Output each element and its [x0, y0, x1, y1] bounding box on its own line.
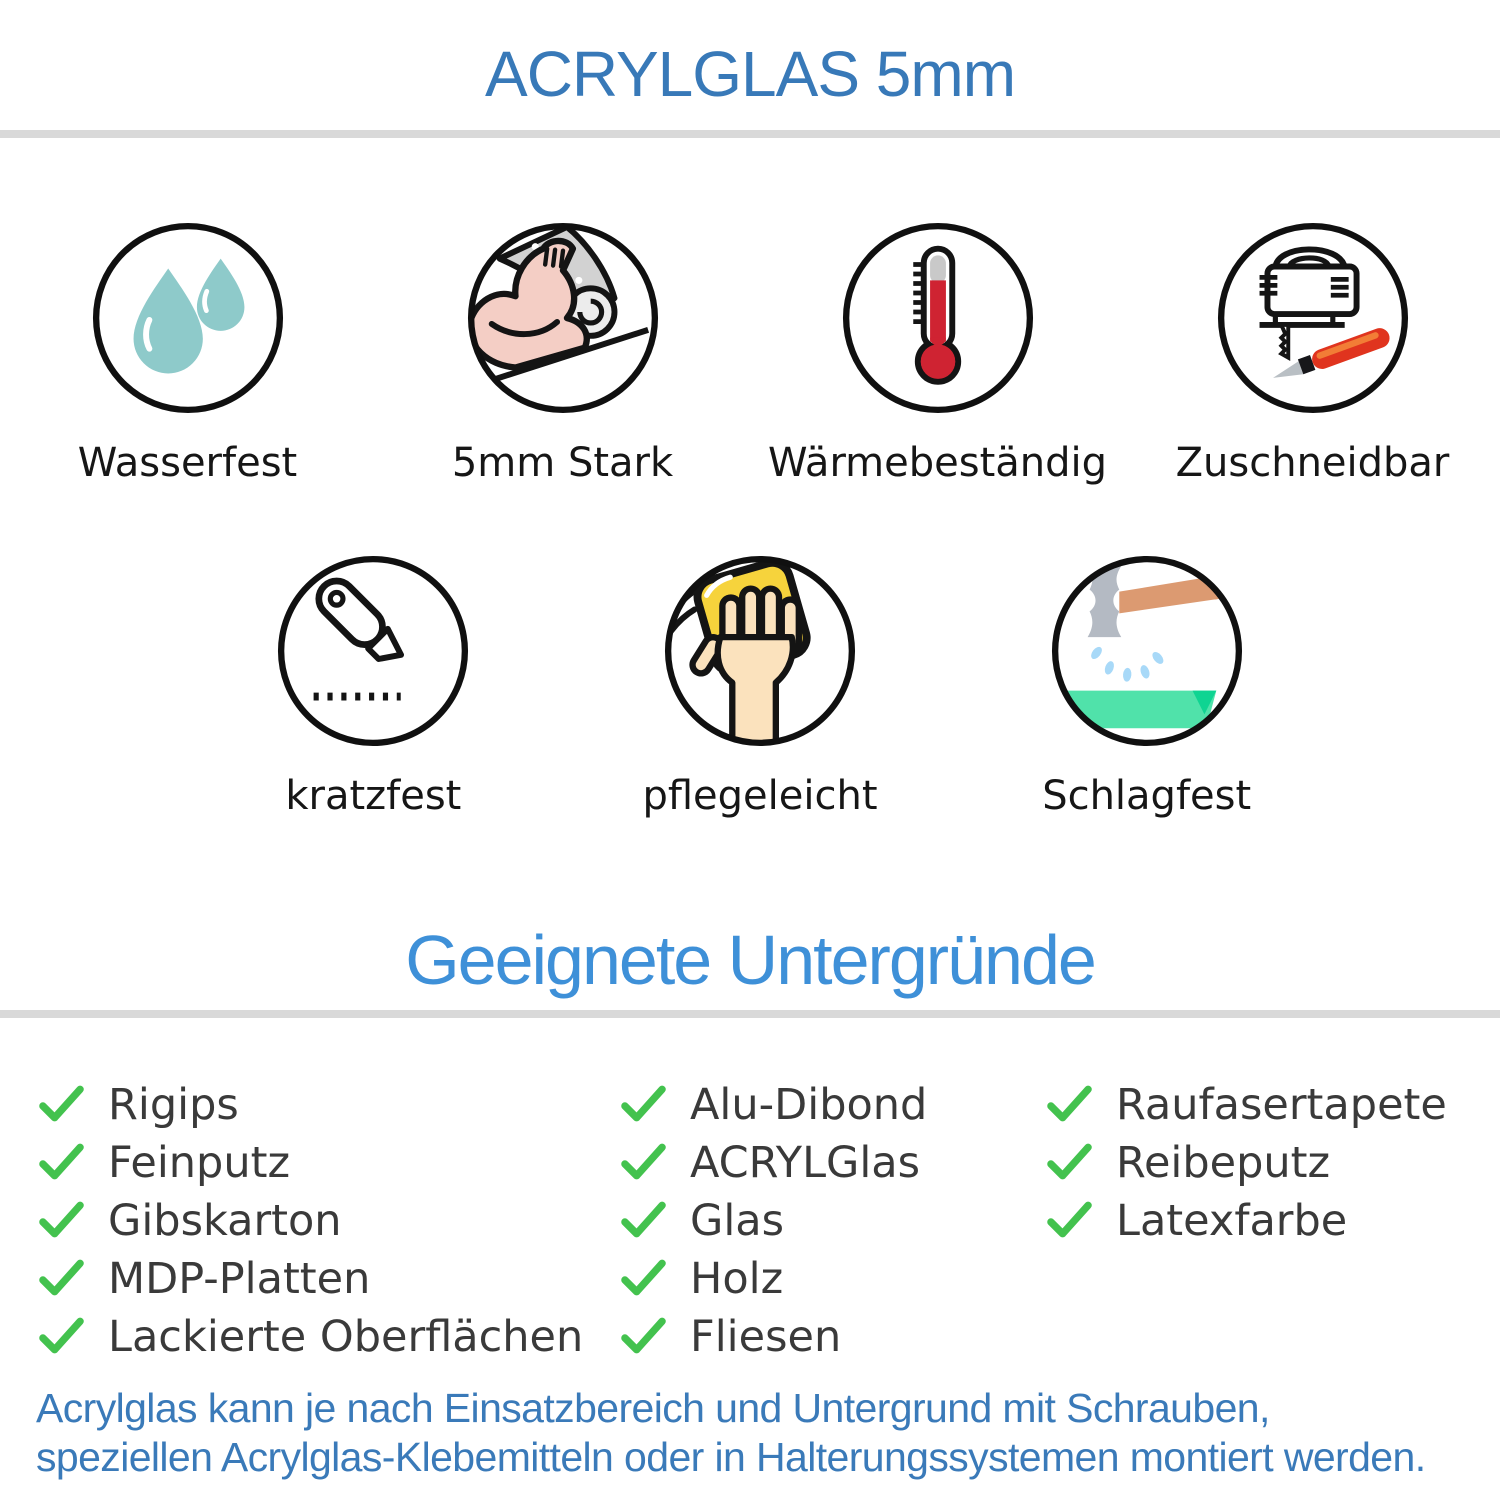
check-icon — [1046, 1085, 1093, 1125]
list-item — [620, 1076, 927, 1134]
feature-pflegeleicht — [567, 552, 954, 818]
water-drops-icon — [89, 219, 287, 417]
mounting-note — [36, 1384, 1425, 1482]
muscle-arm-roll-icon — [464, 219, 662, 417]
list-item-label: Gibskarton — [108, 1196, 342, 1246]
list-item-label: Feinputz — [108, 1138, 291, 1188]
list-item — [38, 1192, 583, 1250]
divider-top — [0, 130, 1500, 138]
check-icon — [38, 1201, 85, 1241]
list-item — [620, 1308, 927, 1366]
list-item-label: Latexfarbe — [1116, 1196, 1348, 1246]
features-row-2 — [180, 552, 1340, 818]
list-item — [620, 1134, 927, 1192]
substrates-column-2 — [620, 1076, 927, 1366]
substrates-column-1 — [38, 1076, 583, 1366]
divider-middle — [0, 1010, 1500, 1018]
list-item-label: Alu-Dibond — [690, 1080, 928, 1130]
feature-5mm-stark — [375, 219, 750, 485]
list-item-label: Raufasertapete — [1116, 1080, 1447, 1130]
check-icon — [1046, 1143, 1093, 1183]
list-item-label: Rigips — [108, 1080, 239, 1130]
check-icon — [38, 1085, 85, 1125]
mounting-note-line2: speziellen Acrylglas-Klebemitteln oder in Halterungssystemen montiert werden. — [36, 1434, 1426, 1480]
hand-cloth-icon — [661, 552, 859, 750]
feature-schlagfest — [953, 552, 1340, 818]
feature-label: kratzfest — [285, 773, 462, 819]
check-icon — [620, 1259, 667, 1299]
feature-label: 5mm Stark — [451, 440, 674, 486]
feature-label: Zuschneidbar — [1175, 440, 1450, 486]
check-icon — [38, 1317, 85, 1357]
feature-label: Wasserfest — [77, 440, 298, 486]
list-item-label: Fliesen — [690, 1312, 842, 1362]
check-icon — [620, 1317, 667, 1357]
substrates-column-3 — [1046, 1076, 1447, 1250]
list-item — [1046, 1076, 1447, 1134]
check-icon — [620, 1143, 667, 1183]
page-title: ACRYLGLAS 5mm — [485, 38, 1015, 110]
list-item — [38, 1134, 583, 1192]
list-item-label: Holz — [690, 1254, 784, 1304]
feature-kratzfest — [180, 552, 567, 818]
feature-label: pflegeleicht — [642, 773, 878, 819]
features-row-1 — [0, 219, 1500, 485]
list-item-label: Lackierte Oberflächen — [108, 1312, 584, 1362]
feature-label: Wärmebeständig — [767, 440, 1108, 486]
list-item — [1046, 1192, 1447, 1250]
feature-waermebestaendig — [750, 219, 1125, 485]
hammer-impact-icon — [1048, 552, 1246, 750]
list-item — [38, 1076, 583, 1134]
list-item — [1046, 1134, 1447, 1192]
check-icon — [620, 1201, 667, 1241]
list-item — [38, 1308, 583, 1366]
check-icon — [38, 1143, 85, 1183]
feature-wasserfest — [0, 219, 375, 485]
list-item — [620, 1192, 927, 1250]
list-item — [620, 1250, 927, 1308]
check-icon — [620, 1085, 667, 1125]
list-item-label: Reibeputz — [1116, 1138, 1331, 1188]
mounting-note-line1: Acrylglas kann je nach Einsatzbereich und Untergrund mit Schrauben, — [36, 1385, 1270, 1431]
feature-label: Schlagfest — [1042, 773, 1252, 819]
utility-knife-icon — [274, 552, 472, 750]
section-title-untergruende: Geeignete Untergründe — [405, 921, 1095, 999]
feature-zuschneidbar — [1125, 219, 1500, 485]
list-item — [38, 1250, 583, 1308]
thermometer-icon — [839, 219, 1037, 417]
check-icon — [1046, 1201, 1093, 1241]
list-item-label: MDP-Platten — [108, 1254, 371, 1304]
list-item-label: Glas — [690, 1196, 785, 1246]
list-item-label: ACRYLGlas — [690, 1138, 921, 1188]
jigsaw-cutter-icon — [1214, 219, 1412, 417]
check-icon — [38, 1259, 85, 1299]
